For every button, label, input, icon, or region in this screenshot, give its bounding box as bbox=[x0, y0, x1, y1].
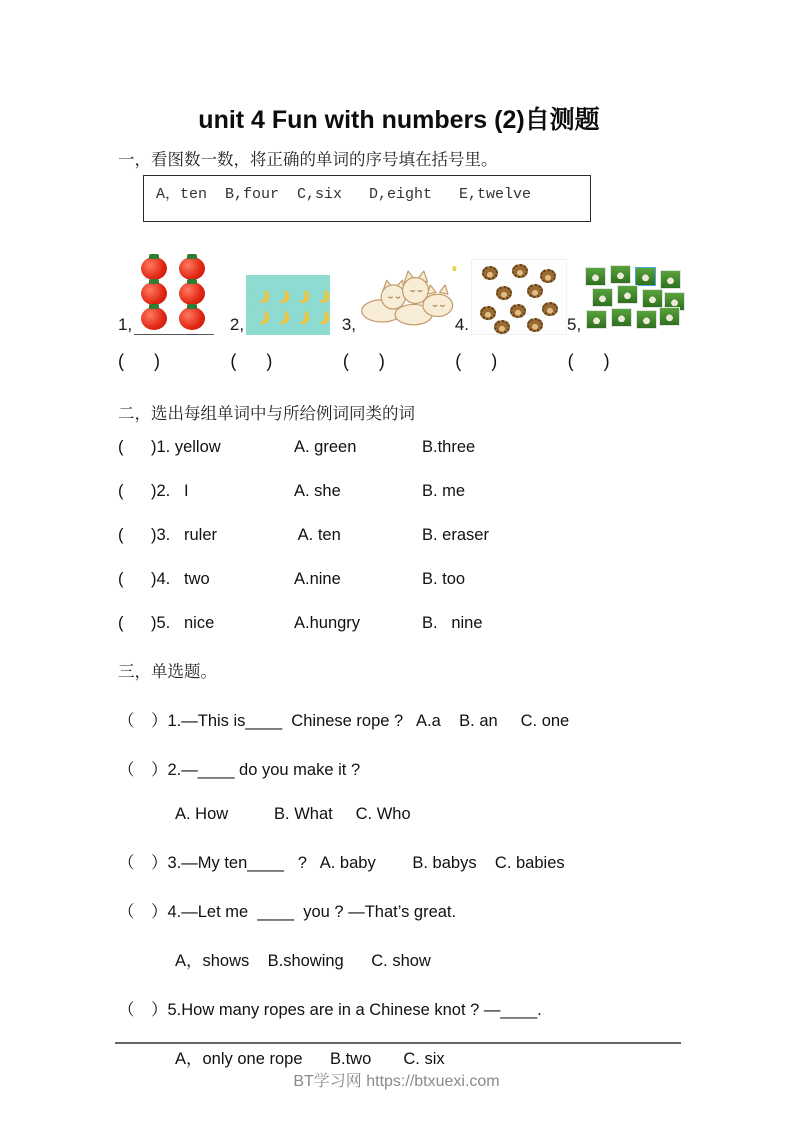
word-match-option-b: B. too bbox=[422, 570, 466, 588]
hedgehog-icon bbox=[496, 286, 512, 300]
lamb-photo-icon bbox=[586, 310, 607, 329]
picture-item-cats bbox=[342, 264, 455, 335]
word-match-option-a: A. she bbox=[294, 482, 341, 500]
picture-item-number: 3, bbox=[341, 315, 356, 334]
picture-item-number: 2, bbox=[229, 315, 245, 334]
word-match-option-a: A.nine bbox=[294, 570, 341, 588]
hedgehog-icon bbox=[527, 284, 543, 298]
tomato-icon bbox=[141, 307, 167, 330]
choice-question-line: （ ）2.—____ do you make it ? bbox=[118, 761, 361, 779]
choice-question-line: （ ）4.—Let me ____ you ? —That’s great. bbox=[118, 903, 457, 921]
tomato-icon bbox=[179, 307, 205, 330]
section1-header: 一，看图数一数，将正确的单词的序号填在括号里。 bbox=[118, 150, 498, 169]
tomatoes-image bbox=[134, 256, 214, 335]
choice-question-line: （ ）1.—This is____ Chinese rope ? A.a B. an C. one bbox=[118, 712, 570, 730]
picture-item-number: 1, bbox=[118, 315, 133, 334]
choice-options-line: A. How B. What C. Who bbox=[175, 805, 411, 823]
lamb-photo-icon bbox=[659, 307, 680, 326]
lamb-photo-icon bbox=[617, 285, 638, 304]
bananas-image bbox=[246, 275, 330, 335]
hedgehog-icon bbox=[527, 318, 543, 332]
picture-item-hedgehogs bbox=[455, 259, 567, 335]
answer-bracket: ( ) bbox=[230, 351, 273, 371]
word-match-question: ( )4. two bbox=[118, 570, 210, 588]
tomato-icon bbox=[179, 282, 205, 305]
page-title: unit 4 Fun with numbers (2)自测题 bbox=[198, 106, 600, 134]
lamb-photo-icon bbox=[642, 289, 663, 308]
word-bank-box: A，ten B,four C,six D,eight E,twelve bbox=[143, 175, 591, 222]
banana-icon bbox=[248, 306, 268, 326]
lamb-photo-icon bbox=[660, 270, 681, 289]
hedgehogs-image bbox=[471, 259, 567, 335]
answer-bracket: ( ) bbox=[118, 351, 160, 371]
choice-options-line: A，only one rope B.two C. six bbox=[175, 1050, 445, 1068]
answer-bracket: ( ) bbox=[342, 351, 385, 371]
banana-icon bbox=[248, 285, 268, 305]
section2-header: 二，选出每组单词中与所给例词同类的词 bbox=[118, 404, 415, 423]
banana-icon bbox=[268, 306, 288, 326]
word-match-question: ( )1. yellow bbox=[118, 438, 221, 456]
banana-icon bbox=[308, 285, 328, 305]
word-match-row bbox=[118, 438, 680, 457]
hedgehog-icon bbox=[510, 304, 526, 318]
tomato-icon bbox=[141, 257, 167, 280]
picture-item-tomatoes bbox=[118, 256, 230, 335]
answer-bracket: ( ) bbox=[567, 351, 610, 371]
choice-question-line: （ ）5.How many ropes are in a Chinese knot ? —____. bbox=[118, 1001, 542, 1019]
word-match-option-a: A. ten bbox=[294, 526, 341, 544]
hedgehog-icon bbox=[542, 302, 558, 316]
lamb-photo-icon bbox=[592, 288, 613, 307]
choice-options-line: A，shows B.showing C. show bbox=[175, 952, 431, 970]
picture-items-row bbox=[118, 256, 680, 335]
lamb-photo-icon bbox=[611, 308, 632, 327]
banana-icon bbox=[288, 285, 308, 305]
footer-divider bbox=[115, 1042, 681, 1044]
word-match-option-b: B. nine bbox=[422, 614, 483, 632]
picture-item-number: 4. bbox=[454, 315, 469, 334]
lamb-photo-icon bbox=[635, 267, 656, 286]
word-match-row bbox=[118, 570, 680, 589]
footer-site-link[interactable]: BT学习网 https://btxuexi.com bbox=[293, 1073, 500, 1090]
answer-bracket: ( ) bbox=[455, 351, 498, 371]
lamb-photo-icon bbox=[636, 310, 657, 329]
word-match-option-b: B. eraser bbox=[422, 526, 489, 544]
hedgehog-icon bbox=[494, 320, 510, 334]
word-match-question: ( )3. ruler bbox=[118, 526, 218, 544]
tomato-icon bbox=[141, 282, 167, 305]
hedgehog-icon bbox=[540, 269, 556, 283]
word-match-option-a: A.hungry bbox=[294, 614, 361, 632]
word-match-question: ( )2. I bbox=[118, 482, 189, 500]
word-match-question: ( )5. nice bbox=[118, 614, 215, 632]
banana-icon bbox=[308, 306, 328, 326]
word-match-option-b: B. me bbox=[422, 482, 466, 500]
tomato-icon bbox=[179, 257, 205, 280]
banana-icon bbox=[288, 306, 308, 326]
lamb-photo-icon bbox=[610, 265, 631, 284]
section3-header: 三，单选题。 bbox=[118, 662, 217, 681]
word-match-option-b: B.three bbox=[422, 438, 476, 456]
hedgehog-icon bbox=[480, 306, 496, 320]
picture-item-number: 5, bbox=[567, 315, 582, 334]
choice-question-line: （ ）3.—My ten____ ? A. baby B. babys C. babies bbox=[118, 854, 565, 872]
word-match-rows bbox=[118, 438, 680, 633]
multiple-choice-lines bbox=[118, 707, 680, 1069]
lamb-photo-icon bbox=[585, 267, 606, 286]
photos-image bbox=[583, 263, 680, 335]
picture-item-photos bbox=[567, 263, 680, 335]
hedgehog-icon bbox=[512, 264, 528, 278]
word-match-option-a: A. green bbox=[294, 438, 357, 456]
banana-icon bbox=[268, 285, 288, 305]
answer-brackets-row bbox=[118, 351, 680, 372]
word-match-row bbox=[118, 526, 680, 545]
picture-item-bananas bbox=[230, 275, 342, 335]
word-match-row bbox=[118, 614, 680, 633]
cats-image bbox=[358, 264, 460, 335]
word-match-row bbox=[118, 482, 680, 501]
hedgehog-icon bbox=[482, 266, 498, 280]
